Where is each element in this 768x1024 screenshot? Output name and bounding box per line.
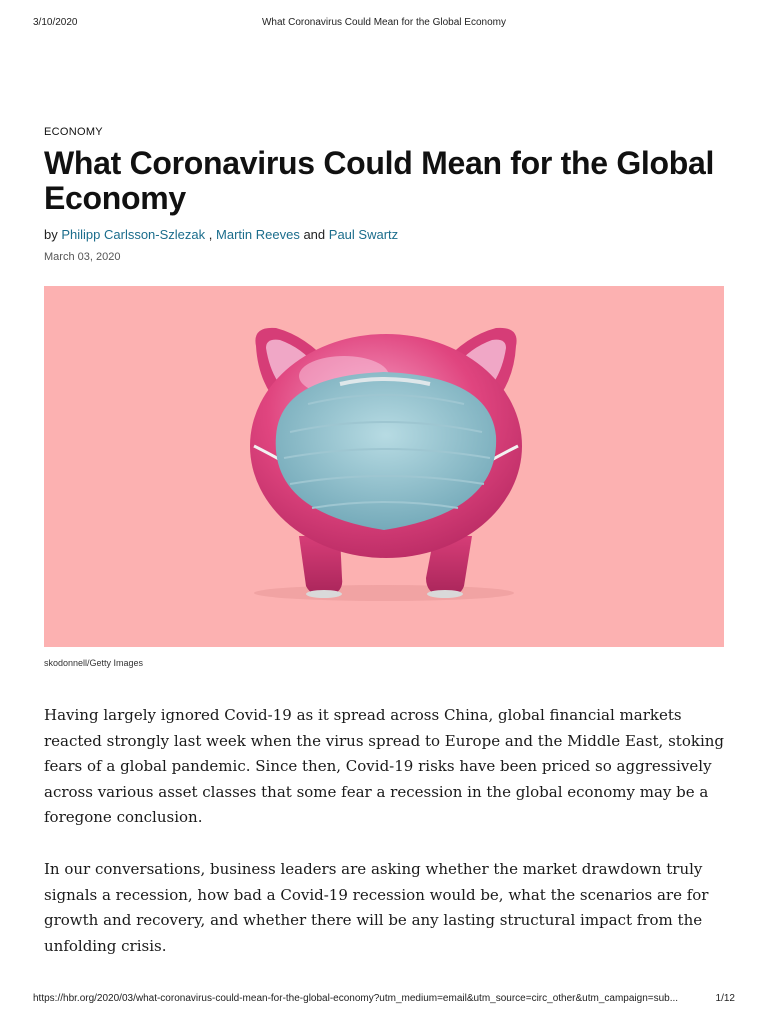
- topic-label[interactable]: ECONOMY: [44, 126, 103, 138]
- author-link-3[interactable]: Paul Swartz: [328, 227, 399, 242]
- paragraph-2: In our conversations, business leaders are asking whether the market drawdown truly signals a recession, how bad a Covid-19 recession would be, what the scenarios are for growth and recovery, and whether there will be any lasting structural impact from the unfolding crisis.: [44, 860, 709, 955]
- piggy-bank-with-mask-illustration: [44, 286, 724, 647]
- print-footer: [0, 993, 768, 1007]
- print-header: [0, 17, 768, 31]
- byline-conjunction: and: [303, 227, 326, 242]
- author-link-2[interactable]: Martin Reeves: [216, 227, 300, 242]
- byline-separator: ,: [208, 227, 213, 242]
- byline-prefix: by: [44, 227, 58, 242]
- print-url[interactable]: https://hbr.org/2020/03/what-coronavirus-could-mean-for-the-global-economy?utm_medium=email&utm_source=circ_other&utm_campaign=sub...: [33, 993, 679, 1004]
- hero-image: [44, 286, 724, 647]
- image-credit: skodonnell/Getty Images: [44, 658, 144, 668]
- paragraph-1: Having largely ignored Covid-19 as it spread across China, global financial markets reacted strongly last week when the virus spread to Europe and the Middle East, stoking fears of a global pandemic. Since then, Covid-19 risks have been priced so aggressively across various asset classes that some fear a recession in the global economy may be a foregone conclusion.: [44, 706, 725, 826]
- print-page-counter: 1/12: [715, 993, 735, 1004]
- byline: [44, 227, 398, 242]
- print-date: 3/10/2020: [33, 17, 78, 28]
- publish-date: March 03, 2020: [44, 251, 121, 263]
- author-link-1[interactable]: Philipp Carlsson-Szlezak: [61, 227, 206, 242]
- article-headline: What Coronavirus Could Mean for the Global Economy: [44, 145, 715, 216]
- print-page-title: What Coronavirus Could Mean for the Global Economy: [261, 17, 506, 28]
